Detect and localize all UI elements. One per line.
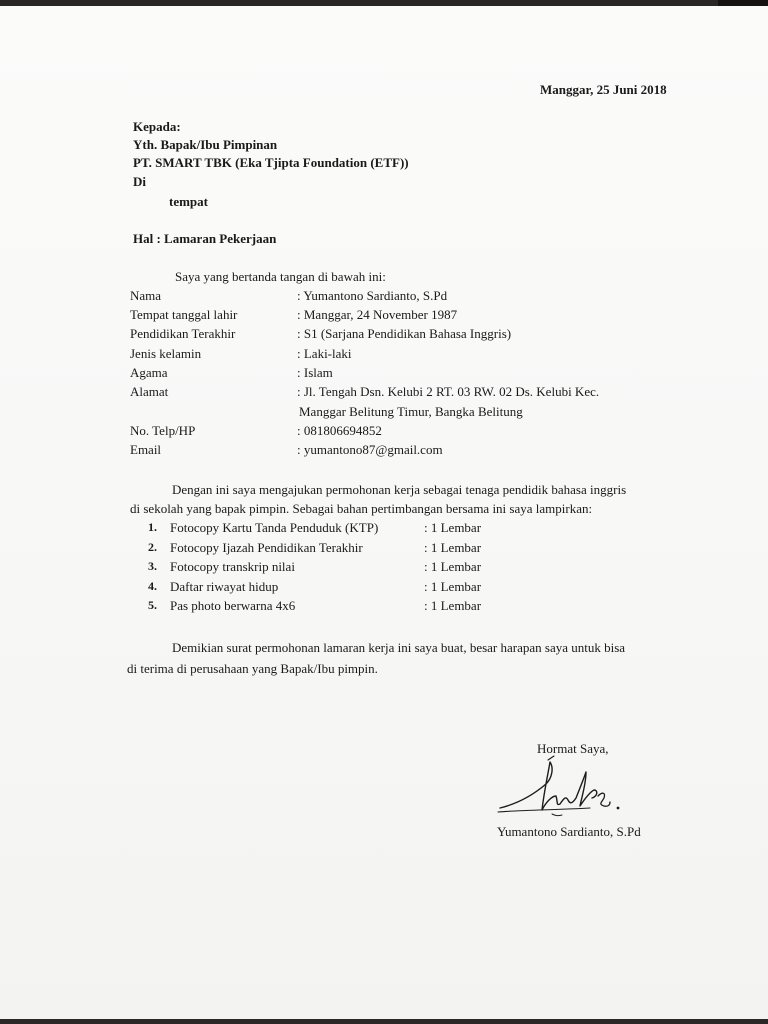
field-row-agama: [130, 365, 690, 383]
field-label: No. Telp/HP: [130, 423, 196, 438]
attachment-qty: : 1 Lembar: [424, 540, 482, 555]
paragraph-2-line-2: di terima di perusahaan yang Bapak/Ibu pimpin.: [127, 661, 378, 676]
attachment-item: [148, 559, 548, 577]
recipient-tempat: tempat: [169, 194, 208, 209]
field-value: : Yumantono Sardianto, S.Pd: [297, 288, 448, 303]
attachment-number: 2.: [148, 540, 157, 554]
attachment-qty: : 1 Lembar: [424, 520, 482, 535]
recipient-line1: Yth. Bapak/Ibu Pimpinan: [133, 137, 278, 152]
attachment-item: [148, 598, 548, 616]
attachment-item: [148, 540, 548, 558]
field-label: Email: [130, 442, 162, 457]
field-row-nama: [130, 288, 690, 306]
field-row-telp: [130, 423, 690, 441]
attachment-label: Fotocopy Kartu Tanda Penduduk (KTP): [170, 520, 379, 535]
paragraph-1-line-1: Dengan ini saya mengajukan permohonan kerja sebagai tenaga pendidik bahasa inggris: [172, 482, 627, 497]
attachment-number: 5.: [148, 598, 157, 612]
attachment-label: Fotocopy Ijazah Pendidikan Terakhir: [170, 540, 363, 555]
signer-name: Yumantono Sardianto, S.Pd: [497, 824, 641, 839]
field-label: Agama: [130, 365, 168, 380]
recipient-kepada: Kepada:: [133, 119, 181, 134]
recipient-di: Di: [133, 174, 146, 189]
field-row-ttl: [130, 307, 690, 325]
field-row-email: [130, 442, 690, 460]
attachment-qty: : 1 Lembar: [424, 579, 482, 594]
attachment-number: 4.: [148, 579, 157, 593]
field-label: Nama: [130, 288, 162, 303]
field-label: Pendidikan Terakhir: [130, 326, 236, 341]
field-row-alamat: [130, 384, 690, 422]
signature-mark: [494, 752, 634, 824]
field-value: : Manggar, 24 November 1987: [297, 307, 458, 322]
field-value: : yumantono87@gmail.com: [297, 442, 443, 457]
field-label: Jenis kelamin: [130, 346, 202, 361]
scan-edge-bottom: [0, 1019, 768, 1024]
attachment-number: 3.: [148, 559, 157, 573]
attachment-label: Pas photo berwarna 4x6: [170, 598, 296, 613]
place-date: Manggar, 25 Juni 2018: [540, 82, 667, 97]
attachment-qty: : 1 Lembar: [424, 559, 482, 574]
intro-line: Saya yang bertanda tangan di bawah ini:: [175, 269, 386, 284]
field-value-continued: Manggar Belitung Timur, Bangka Belitung: [299, 404, 523, 419]
field-value: : 081806694852: [297, 423, 382, 438]
attachment-item: [148, 579, 548, 597]
subject-line: Hal : Lamaran Pekerjaan: [133, 231, 277, 246]
paragraph-1-line-2: di sekolah yang bapak pimpin. Sebagai bahan pertimbangan bersama ini saya lampirkan:: [130, 501, 593, 516]
attachment-qty: : 1 Lembar: [424, 598, 482, 613]
attachment-number: 1.: [148, 520, 157, 534]
field-label: Alamat: [130, 384, 169, 399]
attachment-label: Fotocopy transkrip nilai: [170, 559, 295, 574]
field-label: Tempat tanggal lahir: [130, 307, 238, 322]
closing-greeting: Hormat Saya,: [537, 741, 609, 756]
field-value: : Jl. Tengah Dsn. Kelubi 2 RT. 03 RW. 02 Ds. Kelubi Kec.: [297, 384, 600, 399]
recipient-line2: PT. SMART TBK (Eka Tjipta Foundation (ETF)): [133, 155, 409, 170]
field-value: : Islam: [297, 365, 333, 380]
field-row-pendidikan: [130, 326, 690, 344]
field-value: : S1 (Sarjana Pendidikan Bahasa Inggris): [297, 326, 512, 341]
attachment-label: Daftar riwayat hidup: [170, 579, 279, 594]
field-value: : Laki-laki: [297, 346, 352, 361]
attachment-item: [148, 520, 548, 538]
paragraph-2-line-1: Demikian surat permohonan lamaran kerja ini saya buat, besar harapan saya untuk bisa: [172, 640, 626, 655]
field-row-jenis-kelamin: [130, 346, 690, 364]
